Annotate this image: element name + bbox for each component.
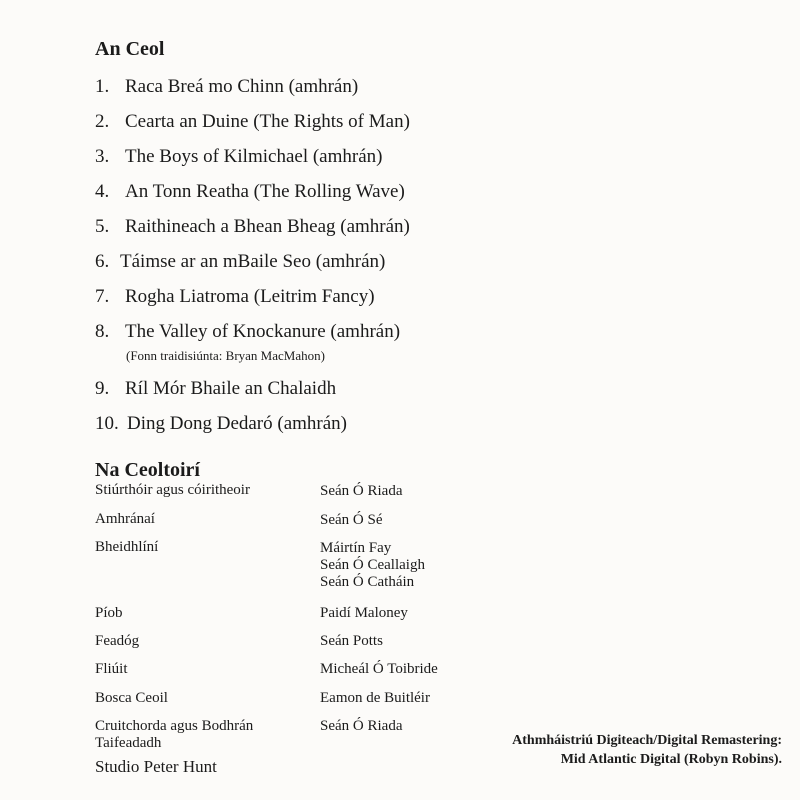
- musician-name: Paidí Maloney: [320, 605, 408, 621]
- track-title: Raca Breá mo Chinn (amhrán): [125, 76, 359, 97]
- track-item: [95, 146, 382, 168]
- track-title: The Boys of Kilmichael (amhrán): [125, 146, 383, 167]
- track-number: 5.: [95, 216, 110, 237]
- track-title: Rogha Liatroma (Leitrim Fancy): [125, 286, 375, 307]
- musician-role: Bheidhlíní: [95, 539, 159, 555]
- track-number: 4.: [95, 181, 110, 202]
- track-item: [95, 321, 400, 343]
- track-number: 6.: [95, 251, 110, 272]
- track-item: [95, 378, 336, 400]
- recording-studio: Studio Peter Hunt: [95, 757, 217, 776]
- musician-role: Bosca Ceoil: [95, 690, 168, 706]
- musician-role: Feadóg: [95, 633, 140, 649]
- musician-name: Seán Ó Ceallaigh: [320, 557, 425, 573]
- track-item: [95, 413, 347, 435]
- track-number: 7.: [95, 286, 110, 307]
- track-number: 9.: [95, 378, 110, 399]
- musician-names: [320, 483, 402, 500]
- musician-name: Micheál Ó Toibride: [320, 661, 438, 677]
- musicians-heading: Na Ceoltoirí: [95, 459, 200, 481]
- track-title: Ríl Mór Bhaile an Chalaidh: [125, 378, 337, 399]
- musician-name: Máirtín Fay: [320, 540, 392, 556]
- musician-name: Eamon de Buitléir: [320, 690, 430, 706]
- track-item: [95, 286, 375, 308]
- musician-name: Seán Ó Riada: [320, 718, 403, 734]
- musician-name: Seán Ó Catháin: [320, 574, 415, 590]
- remastering-line-2: Mid Atlantic Digital (Robyn Robins).: [560, 752, 782, 767]
- remastering-line-1: Athmháistriú Digiteach/Digital Remastering:: [512, 733, 782, 748]
- musician-names: [320, 661, 438, 678]
- musician-names: [320, 718, 402, 735]
- musician-name: Seán Ó Sé: [320, 512, 383, 528]
- track-number: 10.: [95, 413, 119, 434]
- track-title: Ding Dong Dedaró (amhrán): [127, 413, 348, 434]
- track-title: The Valley of Knockanure (amhrán): [125, 321, 401, 342]
- track-number: 2.: [95, 111, 110, 132]
- musician-name: Seán Ó Riada: [320, 483, 403, 499]
- musician-role: Stiúrthóir agus cóiritheoir: [95, 482, 250, 498]
- track-item: [95, 111, 410, 133]
- recording-label: Taifeadadh: [95, 735, 162, 751]
- musician-names: [320, 605, 408, 622]
- track-number: 1.: [95, 76, 110, 97]
- musician-names: [320, 512, 383, 529]
- musician-names: [320, 690, 430, 707]
- musician-role: Píob: [95, 605, 123, 621]
- track-title: Raithineach a Bhean Bheag (amhrán): [125, 216, 410, 237]
- track-title: An Tonn Reatha (The Rolling Wave): [125, 181, 405, 202]
- track-note: (Fonn traidisiúnta: Bryan MacMahon): [126, 348, 325, 363]
- track-item: [95, 216, 410, 238]
- musician-name: Seán Potts: [320, 633, 383, 649]
- musician-role: Fliúit: [95, 661, 128, 677]
- musician-role: Amhránaí: [95, 511, 155, 527]
- musician-names: [320, 633, 383, 650]
- track-item: [95, 181, 405, 203]
- track-item: [95, 76, 358, 98]
- track-title: Cearta an Duine (The Rights of Man): [125, 111, 410, 132]
- track-number: 8.: [95, 321, 110, 342]
- musician-names: [320, 540, 425, 591]
- track-number: 3.: [95, 146, 110, 167]
- track-item: [95, 251, 385, 273]
- musician-role: Cruitchorda agus Bodhrán: [95, 718, 254, 734]
- track-title: Táimse ar an mBaile Seo (amhrán): [120, 251, 386, 272]
- music-heading: An Ceol: [95, 38, 165, 60]
